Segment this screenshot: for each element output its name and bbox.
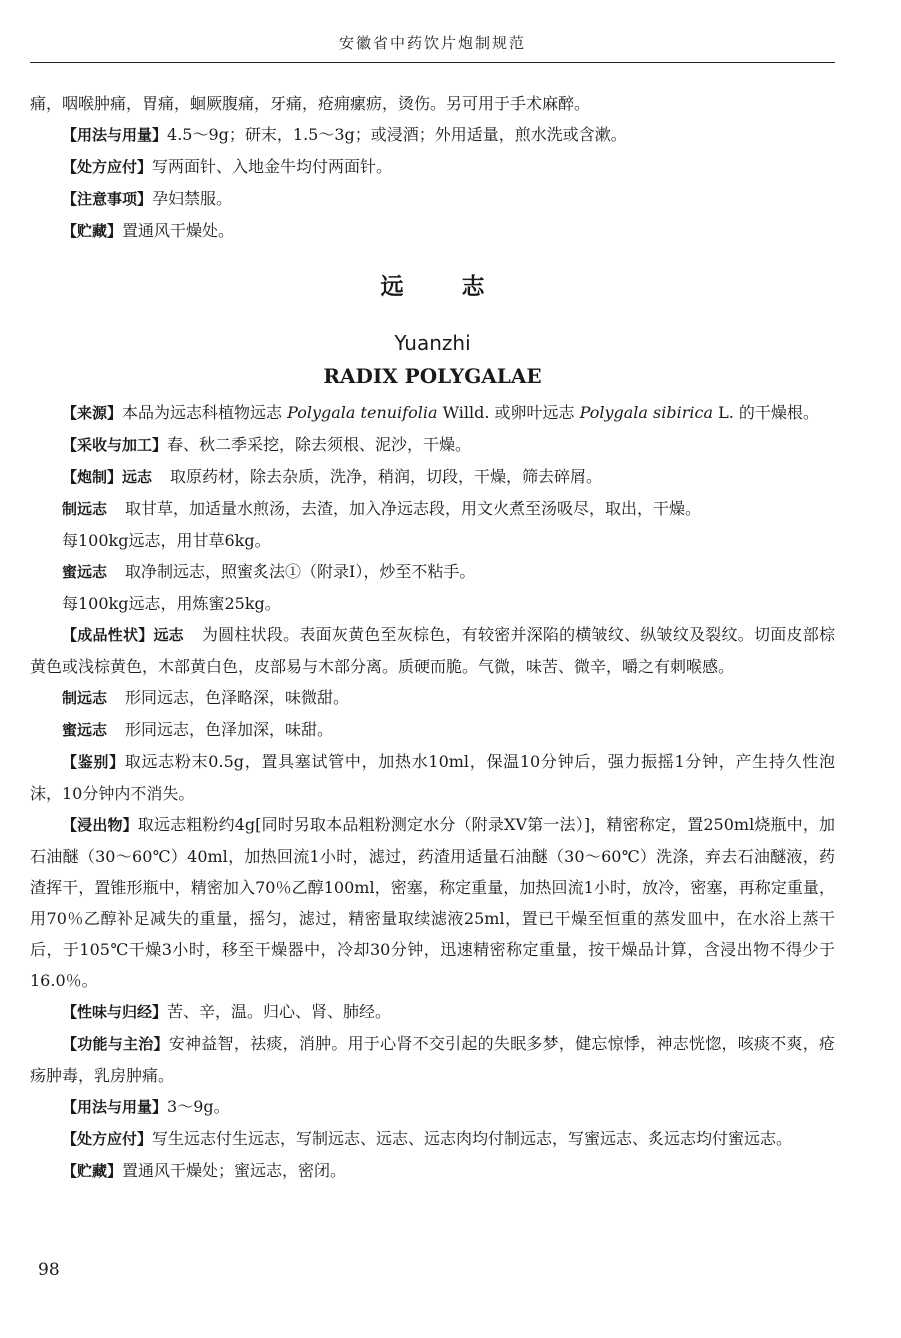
identification-text: 取远志粉末0.5g，置具塞试管中，加热水10ml，保温10分钟后，强力振摇1分钟，产生持久性泡沫，10分钟内不消失。 [30, 752, 835, 803]
section-identification [30, 746, 835, 809]
identification-tag: 【鉴别】 [62, 753, 125, 771]
taste-tag: 【性味与归经】 [62, 1003, 168, 1021]
processing-item-2 [30, 493, 835, 525]
processing-text-1: 取原药材，除去杂质，洗净，稍润，切段，干燥，筛去碎屑。 [170, 467, 603, 486]
function-tag: 【功能与主治】 [62, 1035, 169, 1053]
properties-sub-3: 蜜远志 [62, 721, 108, 739]
processing-note-2: 每100kg远志，用甘草6kg。 [62, 531, 271, 550]
prev-store-tag: 【贮藏】 [62, 222, 123, 240]
processing-text-3: 取净制远志，照蜜炙法①（附录Ⅰ），炒至不粘手。 [125, 562, 476, 581]
processing-sub-1: 远志 [122, 468, 153, 486]
prev-usage-tag: 【用法与用量】 [62, 126, 168, 144]
processing-note-3: 每100kg远志，用炼蜜25kg。 [62, 594, 281, 613]
entry-title-chinese: 远志 [380, 274, 543, 300]
source-species-1: Polygala tenuifolia [287, 403, 438, 422]
section-properties [30, 619, 835, 682]
harvest-tag: 【采收与加工】 [62, 436, 168, 454]
prev-usage-text: 4.5～9g；研末，1.5～3g；或浸酒；外用适量，煎水洗或含漱。 [167, 125, 627, 144]
prev-usage [30, 119, 835, 151]
prev-note-text: 孕妇禁服。 [152, 189, 233, 208]
function-text: 安神益智，祛痰，消肿。用于心肾不交引起的失眠多梦，健忘惊悸，神志恍惚，咳痰不爽，疮疡肿毒，乳房肿痛。 [30, 1034, 835, 1085]
section-function [30, 1028, 835, 1091]
source-text-a: 本品为远志科植物远志 [122, 403, 288, 422]
section-prescription [30, 1123, 835, 1155]
extract-tag: 【浸出物】 [62, 816, 138, 834]
processing-text-2: 取甘草，加适量水煎汤，去渣，加入净远志段，用文火煮至汤吸尽，取出，干燥。 [125, 499, 702, 518]
storage-tag: 【贮藏】 [62, 1162, 123, 1180]
prev-note [30, 183, 835, 215]
section-storage [30, 1155, 835, 1187]
prev-continuation: 痛，咽喉肿痛，胃痛，蛔厥腹痛，牙痛，疮痈瘰疬，烫伤。另可用于手术麻醉。 [30, 94, 591, 113]
processing-sub-3: 蜜远志 [62, 563, 108, 581]
usage-tag: 【用法与用量】 [62, 1098, 168, 1116]
entry-title-pinyin: Yuanzhi [394, 331, 471, 355]
taste-text: 苦、辛，温。归心、肾、肺经。 [167, 1002, 392, 1021]
properties-text-1: 为圆柱状段。表面灰黄色至灰棕色，有较密并深陷的横皱纹、纵皱纹及裂纹。切面皮部棕黄色或浅棕黄色，木部黄白色，皮部易与木部分离。质硬而脆。气微，味苦、微辛，嚼之有刺喉感。 [30, 625, 835, 676]
properties-tag: 【成品性状】 [62, 626, 154, 644]
section-harvest [30, 429, 835, 461]
entry-title-latin: RADIX POLYGALAE [323, 364, 542, 388]
storage-text: 置通风干燥处；蜜远志，密闭。 [122, 1161, 347, 1180]
page-body [30, 88, 835, 1187]
extract-text: 取远志粗粉约4g[同时另取本品粗粉测定水分（附录ⅩⅤ第一法）]，精密称定，置250ml烧瓶中，加石油醚（30～60℃）40ml，加热回流1小时，滤过，药渣用适量石油醚（30～60℃）洗涤，弃去石油醚液，药渣挥干，置锥形瓶中，精密加入70％乙醇100ml，密塞，称定重量，加热回流1小时，放冷，密塞，再称定重量，用70％乙醇补足减失的重量，摇匀，滤过，精密量取续滤液25ml，置已干燥至恒重的蒸发皿中，在水浴上蒸干后，于105℃干燥3小时，移至干燥器中，冷却30分钟，迅速精密称定重量，按干燥品计算，含浸出物不得少于16.0％。 [30, 815, 835, 990]
source-text-b: Willd. 或卵叶远志 [437, 403, 580, 422]
harvest-text: 春、秋二季采挖，除去须根、泥沙，干燥。 [167, 435, 472, 454]
section-processing [30, 461, 835, 493]
properties-sub-2: 制远志 [62, 689, 108, 707]
usage-text: 3～9g。 [167, 1097, 230, 1116]
source-tag: 【来源】 [62, 404, 123, 422]
properties-sub-1: 远志 [153, 626, 184, 644]
prev-rx-tag: 【处方应付】 [62, 158, 153, 176]
source-text-c: L. 的干燥根。 [713, 403, 819, 422]
prev-rx [30, 151, 835, 183]
section-taste [30, 996, 835, 1028]
properties-text-3: 形同远志，色泽加深，味甜。 [125, 720, 334, 739]
section-usage [30, 1091, 835, 1123]
header-divider [30, 62, 835, 63]
prescription-tag: 【处方应付】 [62, 1130, 153, 1148]
source-species-2: Polygala sibirica [579, 403, 713, 422]
prev-rx-text: 写两面针、入地金牛均付两面针。 [152, 157, 393, 176]
prev-note-tag: 【注意事项】 [62, 190, 153, 208]
properties-text-2: 形同远志，色泽略深，味微甜。 [125, 688, 350, 707]
running-header: 安徽省中药饮片炮制规范 [338, 34, 526, 52]
processing-sub-2: 制远志 [62, 500, 108, 518]
prev-store [30, 215, 835, 247]
prev-store-text: 置通风干燥处。 [122, 221, 235, 240]
prescription-text: 写生远志付生远志，写制远志、远志、远志肉均付制远志，写蜜远志、炙远志均付蜜远志。 [152, 1129, 793, 1148]
properties-item-2 [30, 682, 835, 714]
section-extract [30, 809, 835, 996]
processing-tag: 【炮制】 [62, 468, 123, 486]
page-number: 98 [38, 1260, 60, 1280]
properties-item-3 [30, 714, 835, 746]
section-source [30, 397, 835, 429]
processing-item-3 [30, 556, 835, 588]
